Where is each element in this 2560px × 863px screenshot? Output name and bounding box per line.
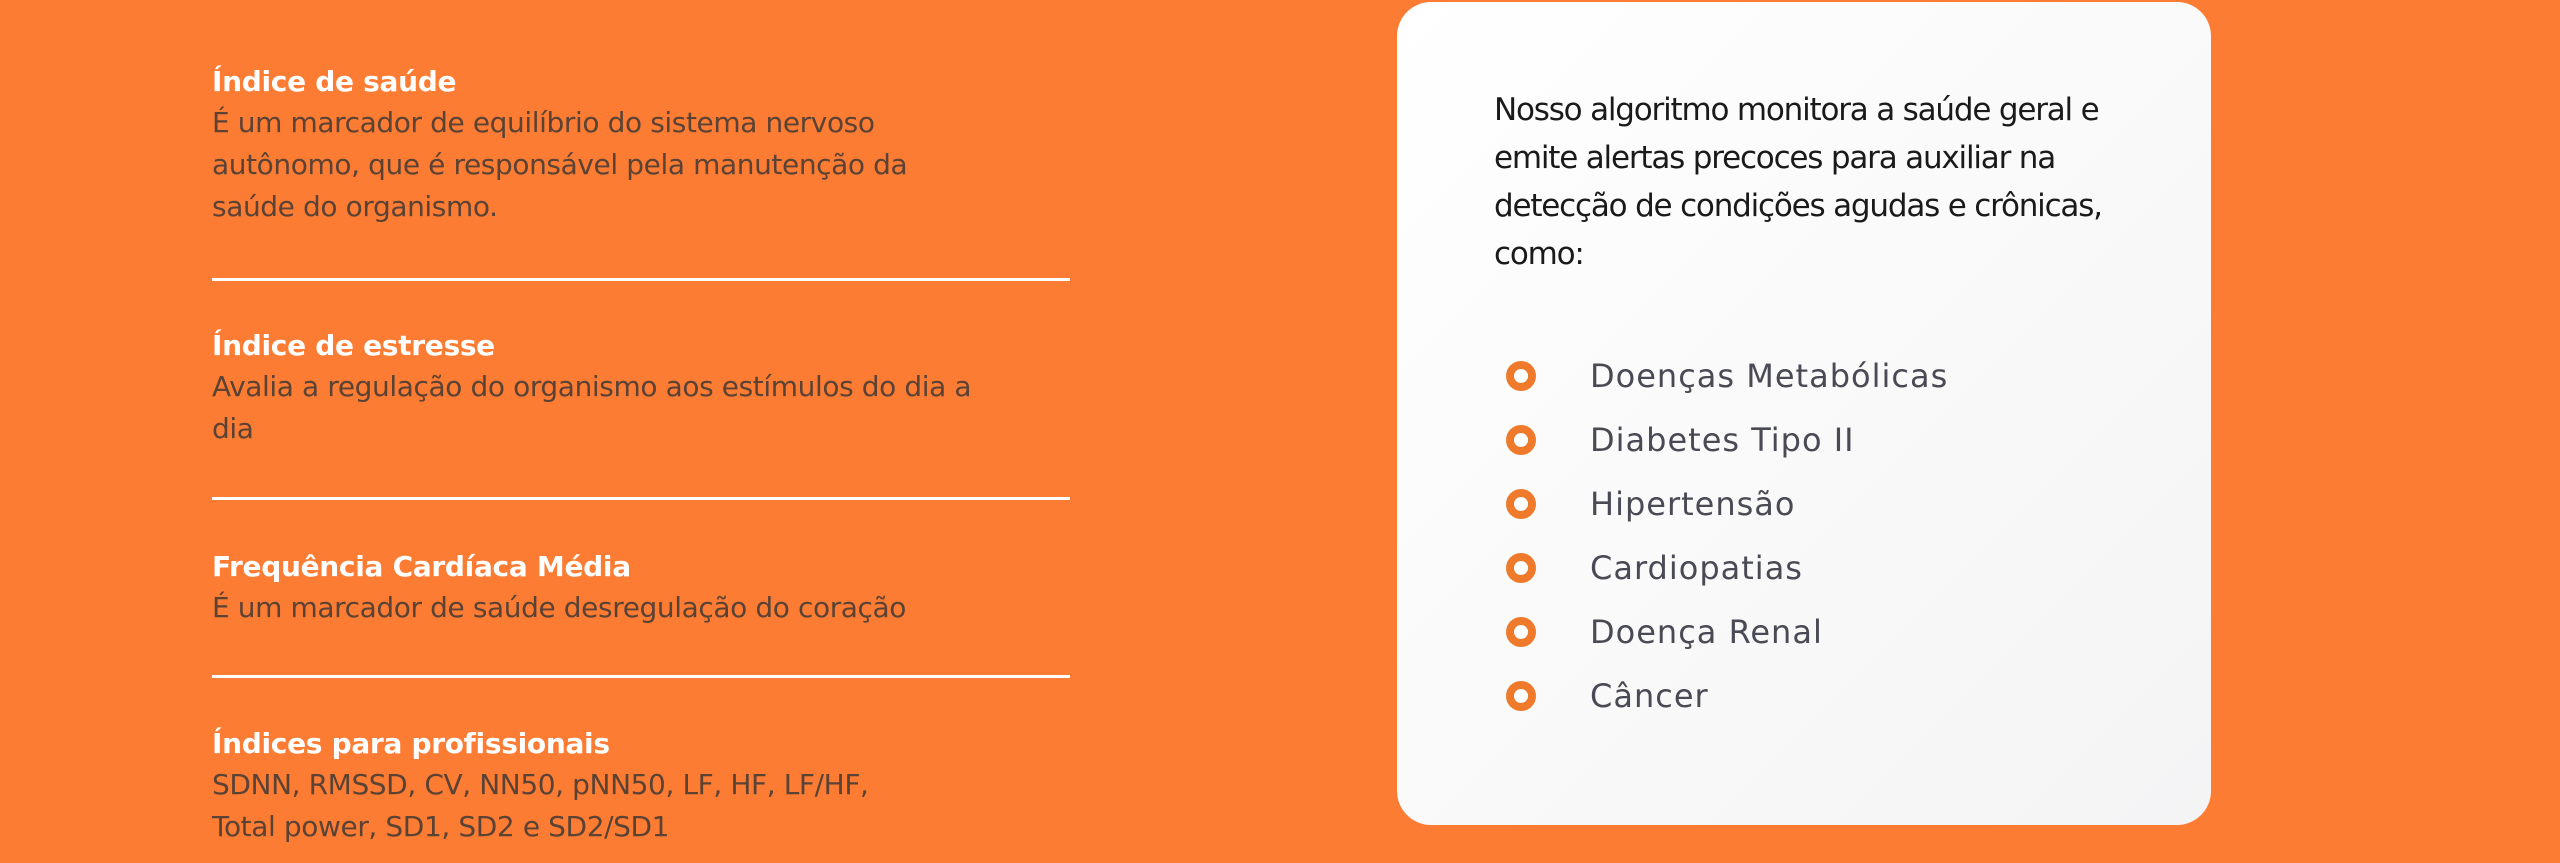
list-item (1506, 472, 1948, 536)
ring-bullet-icon (1506, 361, 1536, 391)
divider (212, 675, 1070, 678)
list-item (1506, 344, 1948, 408)
metric-description: Avalia a regulação do organismo aos estímulos do dia a dia (212, 370, 972, 445)
metric-title: Frequência Cardíaca Média (212, 550, 631, 583)
metric-title: Índice de saúde (212, 65, 457, 98)
conditions-card (1397, 2, 2211, 825)
condition-label: Doença Renal (1590, 613, 1823, 651)
metric-title: Índice de estresse (212, 329, 495, 362)
card-intro-text: Nosso algoritmo monitora a saúde geral e emite alertas precoces para auxiliar na detecção de condições agudas e crônicas, como: (1494, 92, 2102, 272)
metric-stress-index (212, 326, 992, 450)
divider (212, 278, 1070, 281)
ring-bullet-icon (1506, 681, 1536, 711)
metric-health-index (212, 62, 992, 228)
metric-professional-indices (212, 724, 992, 848)
list-item (1506, 600, 1948, 664)
divider (212, 497, 1070, 500)
condition-label: Doenças Metabólicas (1590, 357, 1949, 395)
ring-bullet-icon (1506, 553, 1536, 583)
metric-average-heart-rate (212, 547, 992, 629)
ring-bullet-icon (1506, 617, 1536, 647)
ring-bullet-icon (1506, 489, 1536, 519)
list-item (1506, 664, 1948, 728)
condition-label: Cardiopatias (1590, 549, 1803, 587)
metric-description: É um marcador de equilíbrio do sistema nervoso autônomo, que é responsável pela manutenção da saúde do organismo. (212, 106, 908, 223)
list-item (1506, 408, 1948, 472)
conditions-list (1506, 344, 1948, 728)
list-item (1506, 536, 1948, 600)
metric-description: SDNN, RMSSD, CV, NN50, pNN50, LF, HF, LF/HF, Total power, SD1, SD2 e SD2/SD1 (212, 768, 869, 843)
metric-title: Índices para profissionais (212, 727, 610, 760)
condition-label: Câncer (1590, 677, 1709, 715)
condition-label: Hipertensão (1590, 485, 1796, 523)
metric-description: É um marcador de saúde desregulação do coração (212, 591, 907, 624)
ring-bullet-icon (1506, 425, 1536, 455)
condition-label: Diabetes Tipo II (1590, 421, 1855, 459)
